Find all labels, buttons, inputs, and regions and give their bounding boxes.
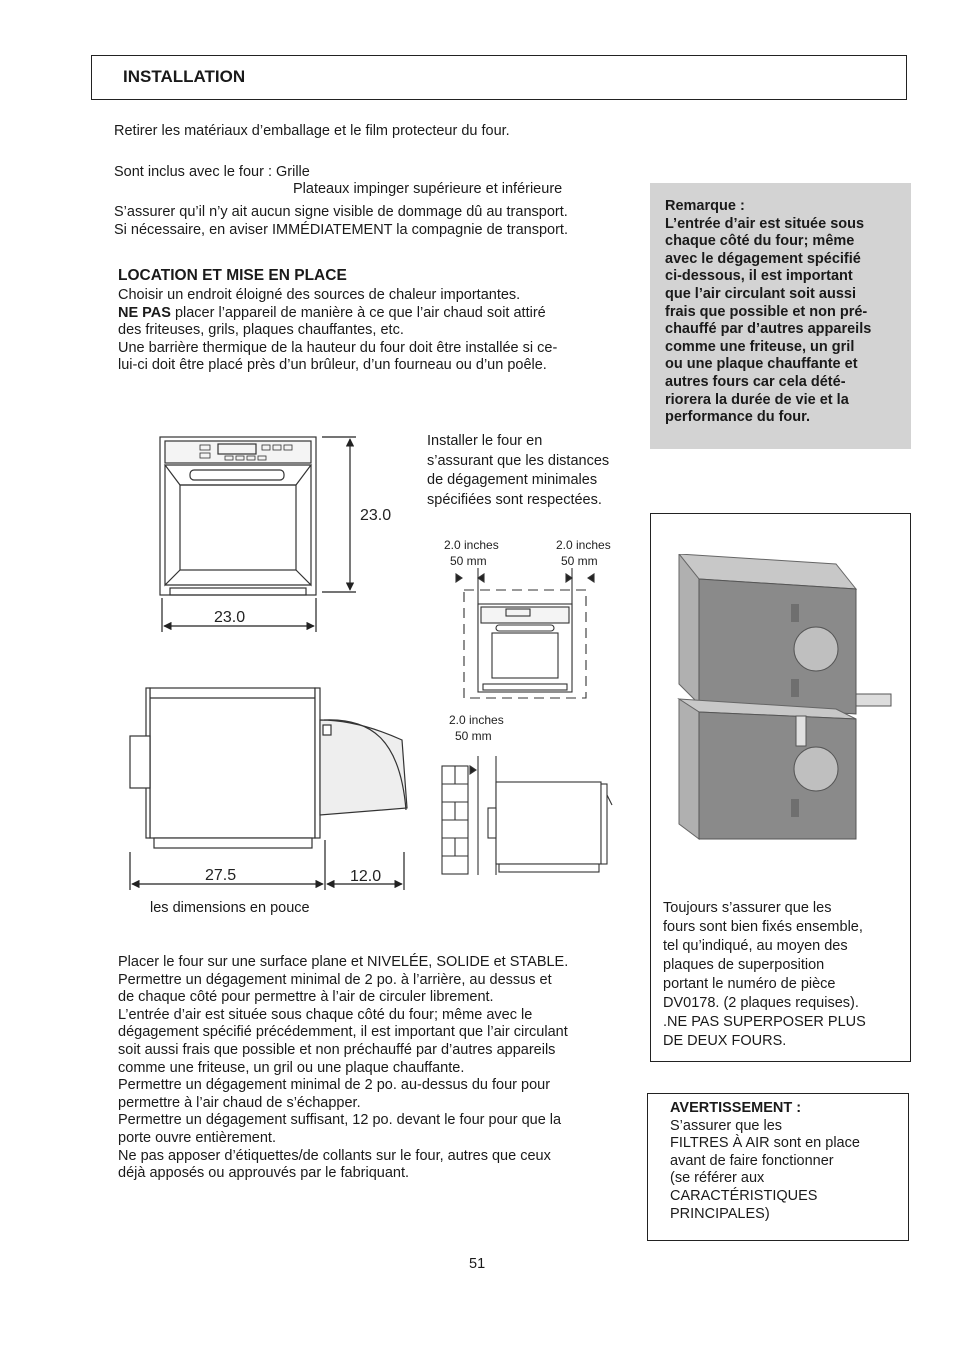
right-clearance-mm: 50 mm: [561, 554, 598, 568]
note-line: performance du four.: [665, 409, 811, 426]
included-label: Sont inclus avec le four : Grille: [114, 164, 310, 180]
left-clearance-inches: 2.0 inches: [444, 538, 499, 552]
install-line: de dégagement minimales: [427, 472, 598, 488]
stacking-line: portant le numéro de pièce: [663, 976, 836, 992]
warning-label: AVERTISSEMENT :: [670, 1100, 802, 1116]
units-caption: les dimensions en pouce: [150, 900, 310, 916]
right-clearance-inches: 2.0 inches: [556, 538, 611, 552]
stacking-line: tel qu’indiqué, au moyen des: [663, 938, 848, 954]
stacking-box: [650, 513, 911, 1062]
location-line: des friteuses, grils, plaques chauffantes, etc.: [118, 322, 404, 339]
warning-line: (se référer aux: [670, 1170, 765, 1187]
location-line: Choisir un endroit éloigné des sources de chaleur importantes.: [118, 287, 521, 303]
placement-line: déjà apposés ou approuvés par le fabriquant.: [118, 1165, 410, 1182]
location-line: lui-ci doit être placé près d’un brûleur, d’un fourneau ou d’un poêle.: [118, 357, 547, 374]
placement-line: Permettre un dégagement minimal de 2 po. à l’arrière, au dessus et: [118, 971, 552, 988]
stacked-ovens-image: [671, 554, 896, 844]
door-clearance-label: 12.0: [350, 868, 382, 885]
note-line: L’entrée d’air est située sous: [665, 215, 865, 232]
section-title-box: [91, 55, 907, 100]
page-number: 51: [469, 1256, 486, 1272]
placement-line: porte ouvre entièrement.: [118, 1129, 276, 1146]
placement-line: Placer le four sur une surface plane et NIVELÉE, SOLIDE et STABLE.: [118, 954, 569, 970]
warning-box: [647, 1093, 909, 1241]
stacking-line: DV0178. (2 plaques requises).: [663, 995, 859, 1011]
location-line: [118, 305, 618, 323]
note-line: que l’air circulant soit aussi: [665, 285, 856, 302]
note-line: autres fours car cela dété-: [665, 373, 846, 390]
install-line: spécifiées sont respectées.: [427, 491, 602, 508]
note-line: chauffé par d’autres appareils: [665, 321, 872, 338]
front-view-oven: [160, 437, 316, 595]
warning-line: avant de faire fonctionner: [670, 1152, 834, 1169]
lower-oven-icon: [679, 699, 856, 839]
stacking-plate-icon: [856, 694, 891, 706]
placement-line: dégagement spécifié précédemment, il est important que l’air circulant: [118, 1024, 568, 1041]
note-line: ou une plaque chauffante et: [665, 356, 858, 373]
placement-line: de chaque côté pour permettre à l’air de circuler librement.: [118, 989, 494, 1006]
oven-dimension-diagrams: [110, 420, 650, 900]
placement-line: Ne pas apposer d’étiquettes/de collants sur le four, autres que ceux: [118, 1147, 551, 1164]
left-clearance-mm: 50 mm: [450, 554, 487, 568]
placement-line: Permettre un dégagement minimal de 2 po. au-dessus du four pour: [118, 1077, 551, 1094]
note-box: [650, 183, 911, 449]
stacking-line: fours sont bien fixés ensemble,: [663, 919, 863, 935]
clearance-side-view: [442, 756, 612, 875]
note-line: riorera la durée de vie et la: [665, 391, 849, 408]
rear-clearance-mm: 50 mm: [455, 729, 492, 743]
warning-line: PRINCIPALES): [670, 1205, 770, 1222]
front-height-label: 23.0: [360, 507, 392, 524]
note-label: Remarque :: [665, 198, 745, 214]
stacking-text: [663, 899, 903, 1051]
location-text: [118, 287, 618, 375]
note-text: [665, 198, 901, 427]
damage-check-line1: S’assurer qu’il n’y ait aucun signe visible de dommage dû au transport.: [114, 204, 568, 220]
note-line: comme une friteuse, un gril: [665, 338, 855, 355]
note-line: frais que possible et non pré-: [665, 303, 868, 320]
location-heading: LOCATION ET MISE EN PLACE: [118, 267, 347, 284]
included-item-trays: Plateaux impinger supérieure et inférieure: [293, 181, 563, 197]
section-title: INSTALLATION: [123, 67, 246, 86]
warning-line: CARACTÉRISTIQUES: [670, 1187, 818, 1204]
warning-line: S’assurer que les: [670, 1117, 783, 1134]
placement-line: soit aussi frais que possible et non préchauffé par d’autres appareils: [118, 1041, 556, 1058]
install-line: s’assurant que les distances: [427, 452, 610, 469]
depth-label: 27.5: [205, 867, 237, 884]
note-line: chaque côté du four; même: [665, 233, 855, 250]
placement-line: Permettre un dégagement suffisant, 12 po. devant le four pour que la: [118, 1112, 562, 1129]
stacking-line: .NE PAS SUPERPOSER PLUS: [663, 1014, 866, 1030]
note-line: ci-dessous, il est important: [665, 268, 853, 285]
install-line: Installer le four en: [427, 433, 543, 449]
placement-line: permettre à l’air chaud de s’échapper.: [118, 1094, 361, 1111]
side-view-oven: [130, 688, 407, 848]
front-width-label: 23.0: [214, 609, 246, 626]
placement-line: L’entrée d’air est située sous chaque côté du four; même avec le: [118, 1006, 533, 1023]
placement-text: [118, 954, 628, 1183]
clearance-front-view: [456, 568, 594, 698]
stacking-line: plaques de superposition: [663, 957, 825, 973]
note-line: avec le dégagement spécifié: [665, 250, 861, 267]
ne-pas-emphasis: NE PAS: [118, 304, 171, 321]
rear-clearance-inches: 2.0 inches: [449, 713, 504, 727]
damage-check-line2: Si nécessaire, en aviser IMMÉDIATEMENT la compagnie de transport.: [114, 222, 568, 238]
warning-text: [670, 1100, 900, 1223]
location-line-rest: placer l’appareil de manière à ce que l’air chaud soit attiré: [170, 304, 546, 321]
stacking-line: DE DEUX FOURS.: [663, 1033, 787, 1049]
stacking-line: Toujours s’assurer que les: [663, 900, 832, 916]
upper-oven-icon: [679, 554, 856, 714]
intro-remove-packaging: Retirer les matériaux d’emballage et le film protecteur du four.: [114, 123, 510, 139]
placement-line: comme une friteuse, un gril ou une plaque chauffante.: [118, 1059, 465, 1076]
warning-line: FILTRES À AIR sont en place: [670, 1135, 860, 1152]
location-line: Une barrière thermique de la hauteur du four doit être installée si ce-: [118, 339, 558, 356]
front-height-dimension: [322, 437, 356, 592]
